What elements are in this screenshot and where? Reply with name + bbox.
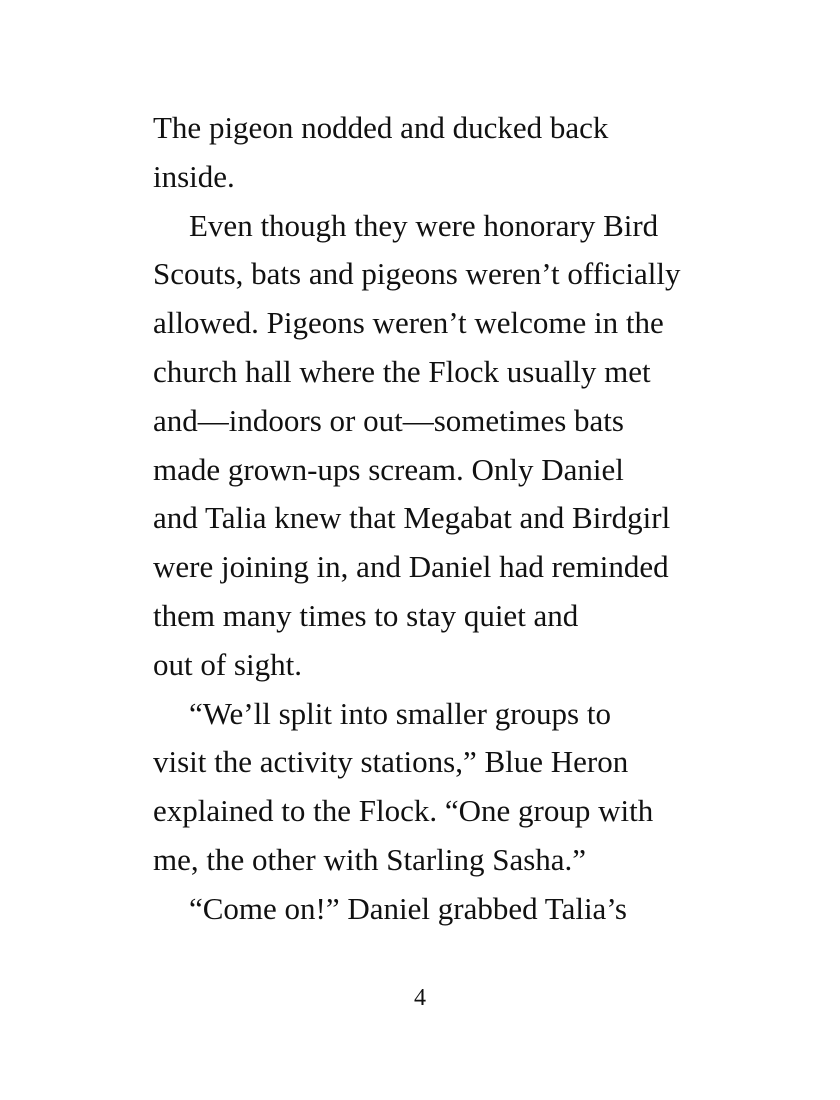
text-line: The pigeon nodded and ducked back xyxy=(153,110,609,145)
text-line: out of sight. xyxy=(153,646,302,682)
text-line: inside. xyxy=(153,158,235,194)
text-line: and—indoors or out—sometimes bats xyxy=(153,402,624,438)
page-number: 4 xyxy=(414,985,426,1011)
text-line: explained to the Flock. “One group with xyxy=(153,793,654,829)
body-text xyxy=(153,104,773,934)
text-line: me, the other with Starling Sasha.” xyxy=(153,841,587,877)
text-line: made grown-ups scream. Only Daniel xyxy=(153,451,624,487)
text-line: “We’ll split into smaller groups to xyxy=(189,695,611,731)
text-line: and Talia knew that Megabat and Birdgirl xyxy=(153,500,671,536)
text-line: “Come on!” Daniel grabbed Talia’s xyxy=(189,890,627,926)
text-line: allowed. Pigeons weren’t welcome in the xyxy=(153,305,664,341)
text-line: them many times to stay quiet and xyxy=(153,597,579,633)
text-line: were joining in, and Daniel had reminded xyxy=(153,549,669,585)
text-line: church hall where the Flock usually met xyxy=(153,353,651,389)
text-line: Scouts, bats and pigeons weren’t officially xyxy=(153,256,681,292)
text-line: visit the activity stations,” Blue Heron xyxy=(153,744,629,780)
text-line: Even though they were honorary Bird xyxy=(189,207,659,243)
